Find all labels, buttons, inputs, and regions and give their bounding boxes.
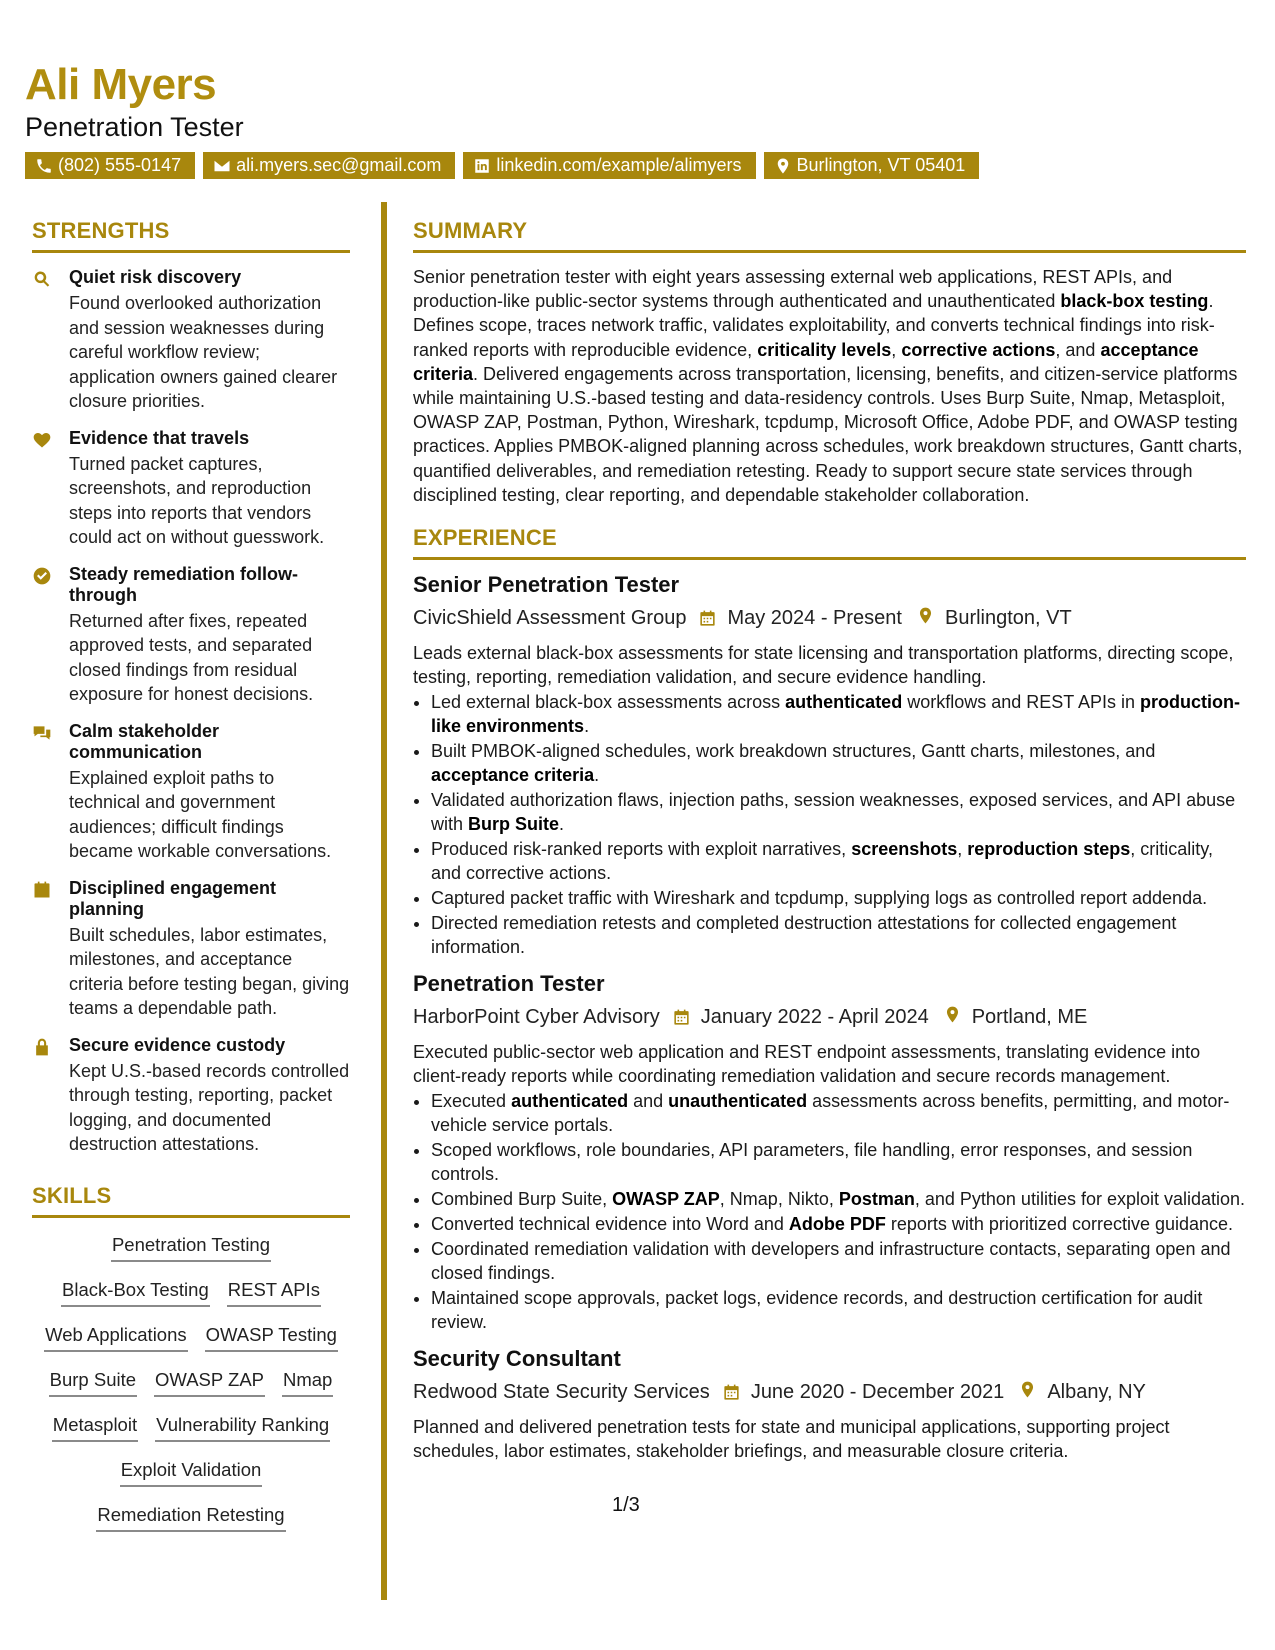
skill-tag: Metasploit bbox=[52, 1414, 138, 1442]
strength-item bbox=[32, 878, 350, 1021]
job-description: Planned and delivered penetration tests for state and municipal applications, supporting project schedules, labor estimates, stakeholder briefings, and measurable closure criteria. bbox=[413, 1417, 1170, 1462]
strengths-heading: STRENGTHS bbox=[32, 218, 350, 253]
skills-heading: SKILLS bbox=[32, 1183, 350, 1218]
strength-title: Disciplined engagement planning bbox=[69, 877, 277, 919]
skill-tag: Vulnerability Ranking bbox=[155, 1414, 330, 1442]
bullet-item: • Coordinated remediation validation with developers and infrastructure contacts, separating open and closed findings. bbox=[431, 1237, 1246, 1285]
strength-item bbox=[32, 1035, 350, 1157]
strength-item bbox=[32, 721, 350, 864]
summary-text: Senior penetration tester with eight years assessing external web applications, REST APIs, and production-like public-sector systems through authenticated and unauthenticated black-box testing. Defines scope, traces network traffic, validates exploitability, and converts technical findings into risk-ranked reports with reproducible evidence, criticality levels, corrective actions, and acceptance criteria. Delivered engagements across transportation, licensing, benefits, and citizen-service platforms while maintaining U.S.-based testing and data-residency controls. Uses Burp Suite, Nmap, Metasploit, OWASP ZAP, Postman, Python, Wireshark, tcpdump, Microsoft Office, Adobe PDF, and OWASP testing practices. Applies PMBOK-aligned planning across schedules, work breakdown structures, Gantt charts, quantified deliverables, and remediation retesting. Ready to support secure state services through disciplined testing, clear reporting, and dependable stakeholder collaboration. bbox=[413, 267, 1243, 505]
skill-tag: REST APIs bbox=[227, 1279, 321, 1307]
bullet-item: • Led external black-box assessments across authenticated workflows and REST APIs in production-like environments. bbox=[431, 690, 1246, 738]
job-bullets bbox=[413, 1089, 1246, 1334]
job-location: Albany, NY bbox=[1047, 1381, 1146, 1404]
column-divider bbox=[381, 202, 387, 1600]
page-number: 1/3 bbox=[612, 1494, 640, 1516]
map-pin-icon bbox=[916, 606, 935, 625]
map-pin-icon bbox=[774, 157, 792, 175]
strength-item bbox=[32, 267, 350, 414]
contact-bar bbox=[25, 152, 979, 179]
phone-icon bbox=[35, 157, 53, 175]
skill-tag: Nmap bbox=[282, 1369, 333, 1397]
experience-heading: EXPERIENCE bbox=[413, 525, 1246, 560]
map-pin-icon bbox=[943, 1005, 962, 1024]
bullet-item: • Combined Burp Suite, OWASP ZAP, Nmap, Nikto, Postman, and Python utilities for exploit validation. bbox=[431, 1187, 1246, 1211]
contact-email-text: ali.myers.sec@gmail.com bbox=[236, 155, 442, 175]
job-location: Burlington, VT bbox=[944, 607, 1072, 630]
strength-desc: Kept U.S.-based records controlled through testing, reporting, packet logging, and documented destruction attestations. bbox=[69, 1060, 350, 1154]
contact-location-text: Burlington, VT 05401 bbox=[796, 155, 966, 175]
skill-row bbox=[49, 1369, 334, 1397]
skill-tag: OWASP Testing bbox=[205, 1324, 338, 1352]
skill-row bbox=[120, 1459, 263, 1487]
bullet-item: • Built PMBOK-aligned schedules, work breakdown structures, Gantt charts, milestones, and acceptance criteria. bbox=[431, 739, 1246, 787]
job-entry bbox=[413, 572, 1246, 959]
job-meta bbox=[413, 606, 1246, 631]
calendar-icon bbox=[698, 609, 717, 628]
job-dates: May 2024 - Present bbox=[727, 607, 902, 630]
job-description: Executed public-sector web application and REST endpoint assessments, translating evidence into client-ready reports while coordinating remediation validation and secure records management. bbox=[413, 1042, 1201, 1087]
check-circle-icon bbox=[32, 566, 52, 586]
strength-desc: Turned packet captures, screenshots, and reproduction steps into reports that vendors could act on without guesswork. bbox=[69, 453, 325, 547]
skill-tag: Black-Box Testing bbox=[61, 1279, 210, 1307]
left-column bbox=[32, 218, 350, 1532]
calendar-icon bbox=[672, 1008, 691, 1027]
skill-tag: Web Applications bbox=[44, 1324, 188, 1352]
calendar-icon bbox=[32, 880, 52, 900]
skill-row bbox=[111, 1234, 271, 1262]
job-location: Portland, ME bbox=[971, 1006, 1088, 1029]
bullet-item: • Produced risk-ranked reports with exploit narratives, screenshots, reproduction steps, criticality, and corrective actions. bbox=[431, 837, 1246, 885]
strength-desc: Explained exploit paths to technical and government audiences; difficult findings became workable conversations. bbox=[69, 767, 332, 861]
strength-title: Steady remediation follow-through bbox=[69, 563, 299, 605]
job-meta bbox=[413, 1380, 1246, 1405]
skill-tag: Exploit Validation bbox=[120, 1459, 263, 1487]
contact-location[interactable] bbox=[764, 152, 980, 179]
bullet-item: • Converted technical evidence into Word and Adobe PDF reports with prioritized corrective guidance. bbox=[431, 1212, 1246, 1236]
calendar-icon bbox=[722, 1383, 741, 1402]
envelope-icon bbox=[213, 157, 231, 175]
strength-title: Quiet risk discovery bbox=[69, 267, 242, 287]
strength-desc: Returned after fixes, repeated approved tests, and separated closed findings from residual exposure for honest decisions. bbox=[69, 610, 314, 704]
strength-title: Secure evidence custody bbox=[69, 1034, 286, 1055]
skill-row bbox=[96, 1504, 285, 1532]
skill-tag: Remediation Retesting bbox=[96, 1504, 285, 1532]
strength-title: Calm stakeholder communication bbox=[69, 720, 220, 762]
heart-icon bbox=[32, 430, 52, 450]
skill-row bbox=[44, 1324, 338, 1352]
strength-desc: Built schedules, labor estimates, milestones, and acceptance criteria before testing began, giving teams a dependable path. bbox=[69, 924, 350, 1018]
candidate-name: Ali Myers bbox=[25, 60, 217, 109]
lock-icon bbox=[32, 1037, 52, 1057]
bullet-item: • Scoped workflows, role boundaries, API parameters, file handling, error responses, and session controls. bbox=[431, 1138, 1246, 1186]
skill-tag: Penetration Testing bbox=[111, 1234, 271, 1262]
strength-desc: Found overlooked authorization and session weaknesses during careful workflow review; application owners gained clearer closure priorities. bbox=[69, 293, 338, 411]
job-title: Senior Penetration Tester bbox=[413, 572, 680, 598]
job-dates: January 2022 - April 2024 bbox=[700, 1006, 929, 1029]
summary-heading: SUMMARY bbox=[413, 218, 1246, 253]
bullet-item: • Executed authenticated and unauthenticated assessments across benefits, permitting, and motor-vehicle service portals. bbox=[431, 1089, 1246, 1137]
linkedin-icon bbox=[473, 157, 491, 175]
right-column bbox=[413, 218, 1246, 1463]
contact-phone[interactable] bbox=[25, 152, 195, 179]
job-title: Security Consultant bbox=[413, 1346, 621, 1372]
candidate-role: Penetration Tester bbox=[25, 112, 244, 142]
comments-icon bbox=[32, 723, 52, 743]
job-company: CivicShield Assessment Group bbox=[413, 607, 687, 630]
skill-tag: Burp Suite bbox=[49, 1369, 137, 1397]
bullet-item: • Maintained scope approvals, packet logs, evidence records, and destruction certification for audit review. bbox=[431, 1286, 1246, 1334]
job-company: HarborPoint Cyber Advisory bbox=[413, 1006, 660, 1029]
job-description: Leads external black-box assessments for state licensing and transportation platforms, directing scope, testing, reporting, remediation validation, and secure evidence handling. bbox=[413, 643, 1234, 688]
skill-tag: OWASP ZAP bbox=[154, 1369, 265, 1397]
strength-item bbox=[32, 564, 350, 707]
contact-linkedin[interactable] bbox=[463, 152, 755, 179]
strength-title: Evidence that travels bbox=[69, 427, 250, 448]
contact-email[interactable] bbox=[203, 152, 455, 179]
bullet-item: • Captured packet traffic with Wireshark and tcpdump, supplying logs as controlled report addenda. bbox=[431, 886, 1246, 910]
map-pin-icon bbox=[1018, 1380, 1037, 1399]
job-entry bbox=[413, 1346, 1246, 1463]
skills-list bbox=[32, 1234, 350, 1532]
skill-row bbox=[52, 1414, 330, 1442]
job-company: Redwood State Security Services bbox=[413, 1381, 710, 1404]
bullet-item: • Validated authorization flaws, injection paths, session weaknesses, exposed services, and API abuse with Burp Suite. bbox=[431, 788, 1246, 836]
strength-item bbox=[32, 428, 350, 550]
job-bullets bbox=[413, 690, 1246, 959]
contact-linkedin-text: linkedin.com/example/alimyers bbox=[496, 155, 742, 175]
job-meta bbox=[413, 1005, 1246, 1030]
job-title: Penetration Tester bbox=[413, 971, 605, 997]
job-entry bbox=[413, 971, 1246, 1334]
search-icon bbox=[32, 269, 52, 289]
bullet-item: • Directed remediation retests and completed destruction attestations for collected engagement information. bbox=[431, 911, 1246, 959]
contact-phone-text: (802) 555-0147 bbox=[58, 155, 182, 175]
job-dates: June 2020 - December 2021 bbox=[750, 1381, 1005, 1404]
skill-row bbox=[61, 1279, 321, 1307]
